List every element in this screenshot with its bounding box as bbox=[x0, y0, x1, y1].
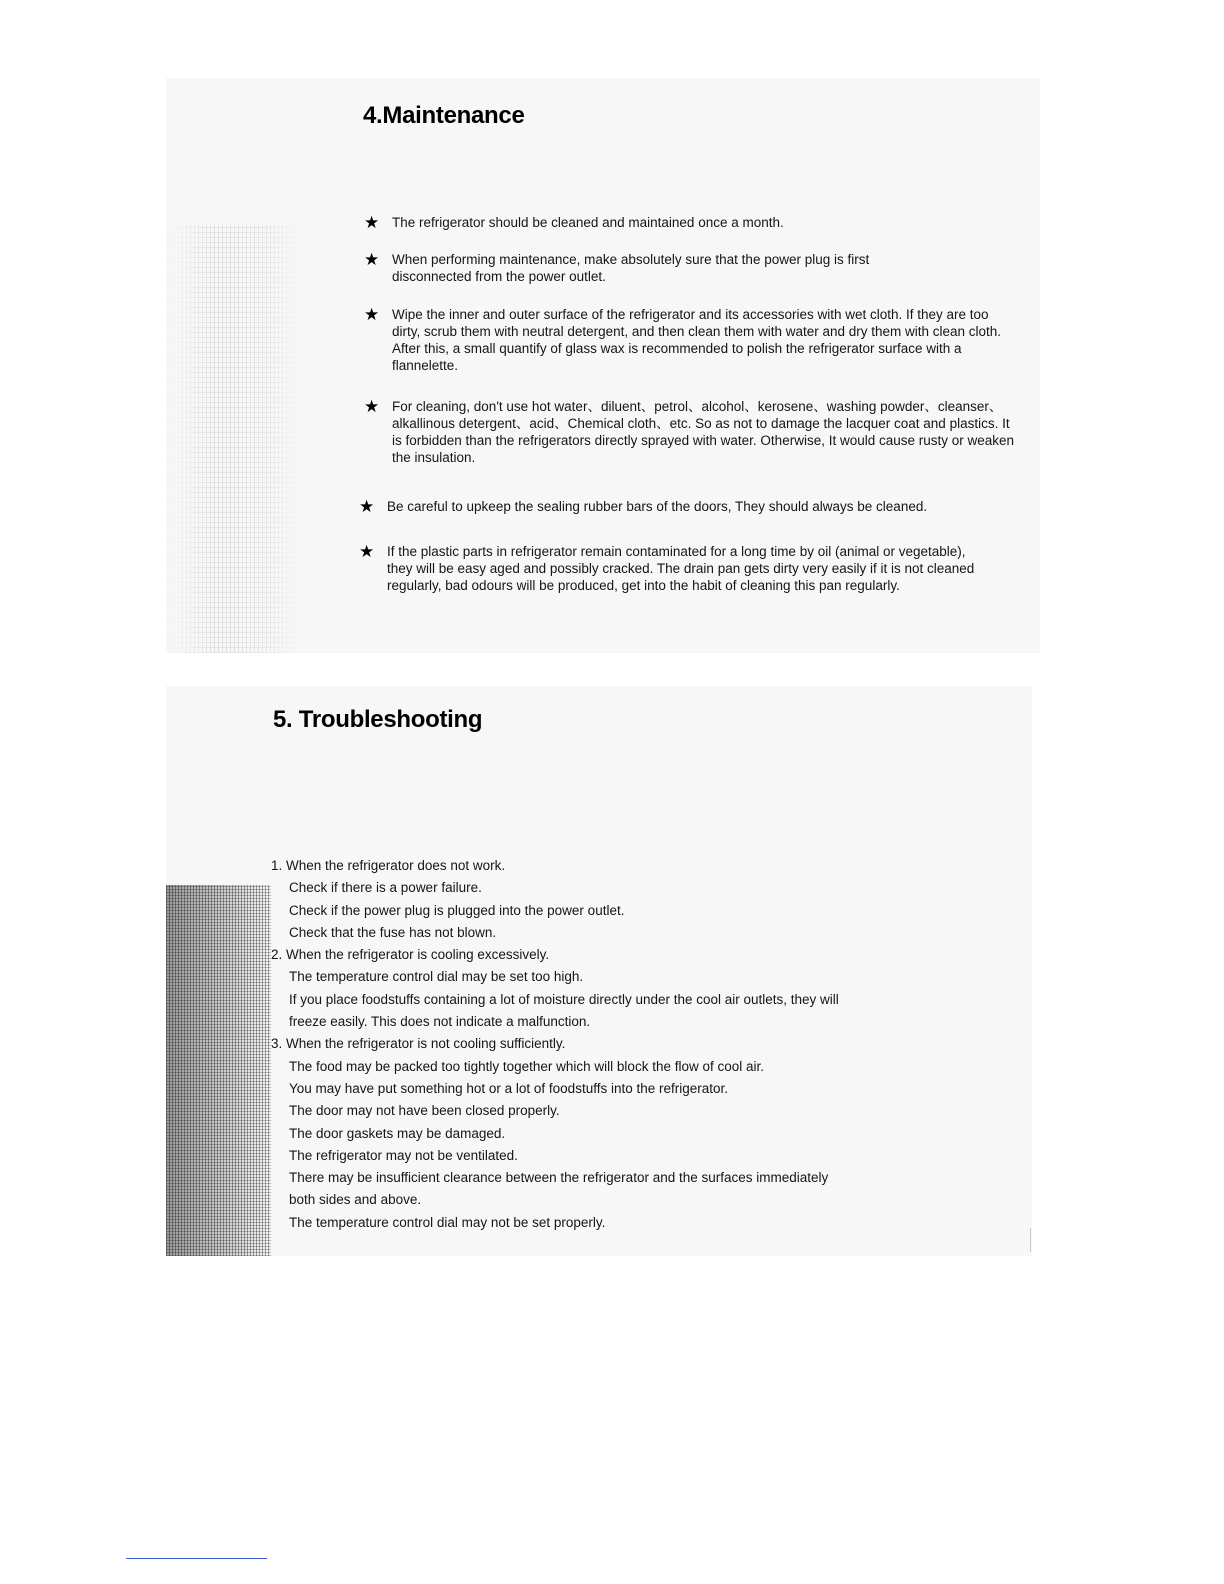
maintenance-bullet-text: Be careful to upkeep the sealing rubber bars of the doors, They should always be cleaned. bbox=[387, 499, 928, 514]
trouble-item-line: Check if there is a power failure. bbox=[289, 880, 482, 896]
star-icon: ★ bbox=[364, 305, 380, 324]
scan-noise-bottom bbox=[166, 885, 271, 1256]
maintenance-bullet bbox=[359, 543, 987, 594]
maintenance-bullet-text: The refrigerator should be cleaned and maintained once a month. bbox=[392, 215, 784, 230]
trouble-item-line: The door may not have been closed properly. bbox=[289, 1103, 560, 1119]
maintenance-bullet-text: If the plastic parts in refrigerator remain contaminated for a long time by oil (animal or vegetable), they will be easy aged and possibly cracked. The drain pan gets dirty very easily if it is not cleaned regularly, bad odours will be produced, get into the habit of cleaning this pan regularly. bbox=[387, 544, 975, 593]
trouble-item-line: Check that the fuse has not blown. bbox=[289, 924, 497, 940]
star-icon: ★ bbox=[364, 213, 380, 232]
trouble-item-heading: 1. When the refrigerator does not work. bbox=[271, 858, 506, 873]
trouble-item-line: There may be insufficient clearance between the refrigerator and the surfaces immediately bbox=[289, 1170, 829, 1186]
trouble-item-line: freeze easily. This does not indicate a malfunction. bbox=[289, 1014, 591, 1030]
star-icon: ★ bbox=[359, 497, 375, 516]
maintenance-bullet bbox=[359, 498, 1027, 515]
scan-noise-top bbox=[166, 225, 301, 653]
maintenance-title: 4.Maintenance bbox=[363, 102, 525, 129]
footer-rule bbox=[126, 1558, 267, 1559]
trouble-item-line: Check if the power plug is plugged into the power outlet. bbox=[289, 902, 625, 918]
scan-speck bbox=[1030, 1228, 1031, 1252]
maintenance-bullet bbox=[364, 251, 952, 285]
trouble-item-line: The door gaskets may be damaged. bbox=[289, 1125, 506, 1141]
trouble-item-line: If you place foodstuffs containing a lot of moisture directly under the cool air outlets, they will bbox=[289, 991, 839, 1007]
trouble-item-line: The temperature control dial may be set too high. bbox=[289, 969, 584, 985]
trouble-item-heading: 2. When the refrigerator is cooling excessively. bbox=[271, 947, 550, 963]
star-icon: ★ bbox=[364, 397, 380, 416]
maintenance-bullet-text: When performing maintenance, make absolutely sure that the power plug is first disconnected from the power outlet. bbox=[392, 252, 870, 284]
troubleshooting-title: 5. Troubleshooting bbox=[273, 706, 483, 733]
maintenance-bullet-text: Wipe the inner and outer surface of the refrigerator and its accessories with wet cloth. If they are too dirty, scrub them with neutral detergent, and then clean them with water and dry them with clean cloth. After this, a small quantify of glass wax is recommended to polish the refrigerator surface with a flannelette. bbox=[392, 307, 1002, 373]
trouble-item-line: You may have put something hot or a lot of foodstuffs into the refrigerator. bbox=[289, 1080, 729, 1096]
star-icon: ★ bbox=[359, 542, 375, 561]
trouble-item-heading: 3. When the refrigerator is not cooling sufficiently. bbox=[271, 1036, 566, 1052]
trouble-item-line: The refrigerator may not be ventilated. bbox=[289, 1147, 518, 1163]
trouble-item-line: The temperature control dial may not be set properly. bbox=[289, 1214, 606, 1230]
trouble-item-line: both sides and above. bbox=[289, 1192, 422, 1208]
star-icon: ★ bbox=[364, 250, 380, 269]
maintenance-bullet bbox=[364, 398, 1017, 466]
maintenance-bullet-text: For cleaning, don't use hot water、diluent、petrol、alcohol、kerosene、washing powder、cleanser、alkallinous detergent、acid、Chemical cloth、etc. So as not to damage the lacquer coat and plastics. It is forbidden than the refrigerators directly sprayed with water. Otherwise, It would cause rusty or weaken the insulation. bbox=[392, 399, 1015, 465]
maintenance-bullet bbox=[364, 214, 1017, 231]
trouble-item-line: The food may be packed too tightly together which will block the flow of cool air. bbox=[289, 1058, 765, 1074]
maintenance-bullet bbox=[364, 306, 1017, 374]
troubleshooting-list bbox=[271, 855, 931, 1234]
